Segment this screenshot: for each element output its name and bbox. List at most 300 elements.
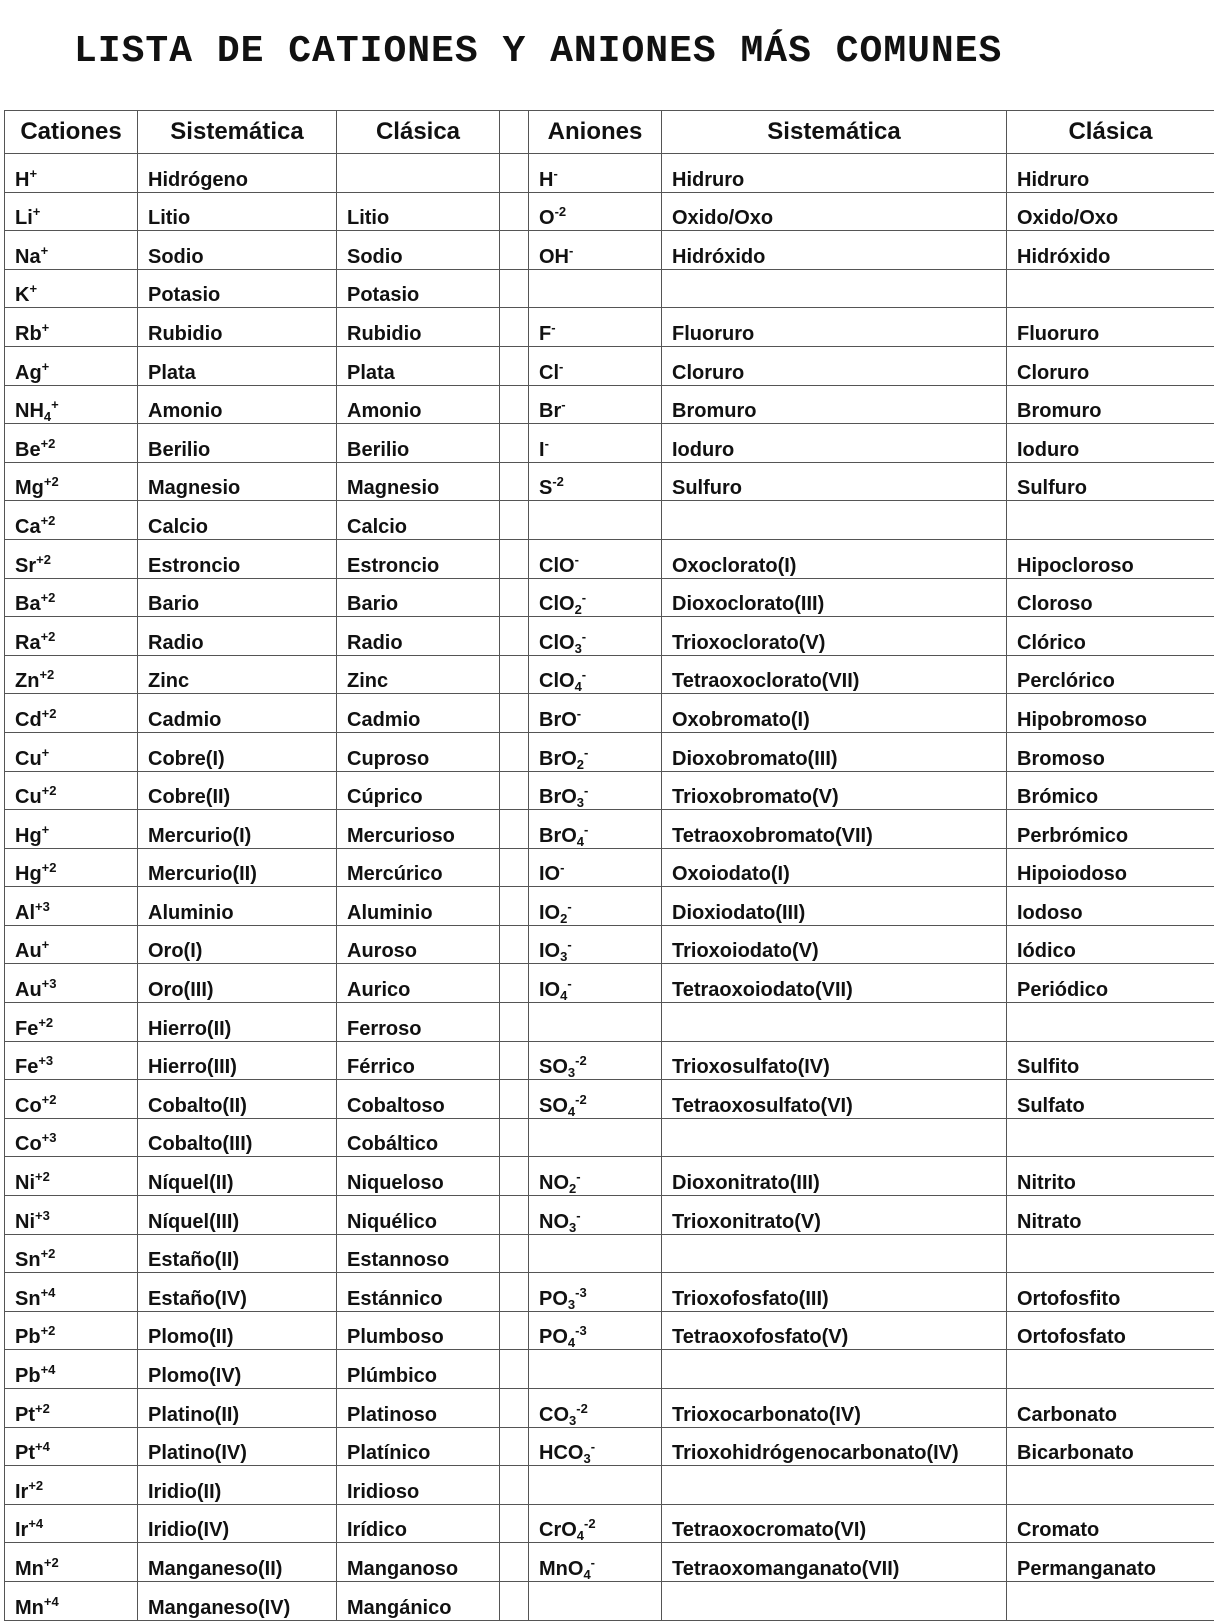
cation-formula xyxy=(5,1041,138,1080)
cation-sistematica: Zinc xyxy=(138,655,337,694)
anion-formula xyxy=(529,1041,662,1080)
anion-formula-charge: - xyxy=(567,899,571,914)
cation-formula-symbol: Fe xyxy=(15,1018,38,1040)
anion-clasica: Sulfuro xyxy=(1007,462,1214,501)
column-gap xyxy=(500,771,529,810)
cation-formula-symbol: Ir xyxy=(15,1481,28,1503)
cation-clasica: Amonio xyxy=(337,385,500,424)
cation-formula-charge: +2 xyxy=(36,552,51,567)
ions-table xyxy=(4,110,1214,1621)
header-aniones: Aniones xyxy=(529,111,662,154)
column-gap xyxy=(500,1350,529,1389)
cation-formula-charge: +2 xyxy=(44,1555,59,1570)
table-row xyxy=(5,925,1214,964)
anion-clasica xyxy=(1007,1118,1214,1157)
column-gap xyxy=(500,1041,529,1080)
anion-sistematica xyxy=(662,1118,1007,1157)
anion-formula-symbol: BrO xyxy=(539,825,577,847)
anion-clasica: Perclórico xyxy=(1007,655,1214,694)
anion-sistematica: Trioxobromato(V) xyxy=(662,771,1007,810)
cation-formula xyxy=(5,501,138,540)
cation-sistematica: Hierro(III) xyxy=(138,1041,337,1080)
cation-clasica: Cobaltoso xyxy=(337,1080,500,1119)
anion-formula xyxy=(529,231,662,270)
anion-formula-charge: - xyxy=(582,590,586,605)
cation-formula xyxy=(5,655,138,694)
cation-sistematica: Magnesio xyxy=(138,462,337,501)
anion-clasica: Sulfato xyxy=(1007,1080,1214,1119)
anion-clasica: Hipoiodoso xyxy=(1007,848,1214,887)
cation-formula xyxy=(5,462,138,501)
cation-sistematica: Calcio xyxy=(138,501,337,540)
cation-formula xyxy=(5,1504,138,1543)
anion-formula-symbol: CO xyxy=(539,1404,569,1426)
anion-sistematica: Oxoiodato(I) xyxy=(662,848,1007,887)
anion-formula xyxy=(529,1504,662,1543)
cation-formula-symbol: Pb xyxy=(15,1326,41,1348)
anion-formula-symbol: NO xyxy=(539,1211,569,1233)
cation-formula xyxy=(5,1273,138,1312)
cation-clasica: Potasio xyxy=(337,269,500,308)
anion-sistematica: Trioxofosfato(III) xyxy=(662,1273,1007,1312)
cation-sistematica: Iridio(IV) xyxy=(138,1504,337,1543)
anion-sistematica xyxy=(662,501,1007,540)
cation-formula-symbol: Ca xyxy=(15,516,41,538)
anion-sistematica: Oxoclorato(I) xyxy=(662,539,1007,578)
column-gap xyxy=(500,424,529,463)
table-row xyxy=(5,424,1214,463)
table-row xyxy=(5,1234,1214,1273)
column-gap xyxy=(500,617,529,656)
column-gap xyxy=(500,346,529,385)
anion-formula xyxy=(529,1581,662,1620)
cation-formula-symbol: Au xyxy=(15,979,42,1001)
cation-formula-charge: +2 xyxy=(41,513,56,528)
cation-sistematica: Manganeso(II) xyxy=(138,1543,337,1582)
cation-sistematica: Mercurio(I) xyxy=(138,810,337,849)
anion-formula-charge: -2 xyxy=(575,1092,587,1107)
header-cationes: Cationes xyxy=(5,111,138,154)
cation-formula xyxy=(5,1350,138,1389)
anion-sistematica: Hidróxido xyxy=(662,231,1007,270)
cation-formula-charge: +2 xyxy=(42,860,57,875)
cation-sistematica: Platino(II) xyxy=(138,1389,337,1428)
anion-sistematica: Ioduro xyxy=(662,424,1007,463)
anion-formula-charge: - xyxy=(567,976,571,991)
anion-clasica: Perbrómico xyxy=(1007,810,1214,849)
cation-clasica: Mercúrico xyxy=(337,848,500,887)
cation-clasica: Niquélico xyxy=(337,1196,500,1235)
cation-formula xyxy=(5,810,138,849)
anion-formula-charge: - xyxy=(582,667,586,682)
cation-formula-charge: +3 xyxy=(42,1130,57,1145)
anion-formula xyxy=(529,1196,662,1235)
anion-sistematica xyxy=(662,1466,1007,1505)
table-row xyxy=(5,1196,1214,1235)
cation-formula xyxy=(5,617,138,656)
cation-formula xyxy=(5,578,138,617)
cation-clasica: Platinoso xyxy=(337,1389,500,1428)
anion-formula-symbol: ClO xyxy=(539,670,575,692)
anion-formula-subscript: 3 xyxy=(569,1413,576,1428)
anion-sistematica xyxy=(662,269,1007,308)
column-gap xyxy=(500,810,529,849)
cation-sistematica: Oro(III) xyxy=(138,964,337,1003)
cation-formula-symbol: Ag xyxy=(15,362,42,384)
cation-formula-charge: +2 xyxy=(42,1092,57,1107)
column-gap xyxy=(500,308,529,347)
cation-clasica: Platínico xyxy=(337,1427,500,1466)
anion-sistematica: Oxobromato(I) xyxy=(662,694,1007,733)
cation-clasica: Ferroso xyxy=(337,1003,500,1042)
column-gap xyxy=(500,887,529,926)
cation-formula-charge: +2 xyxy=(44,474,59,489)
table-row xyxy=(5,1427,1214,1466)
column-gap xyxy=(500,1273,529,1312)
anion-formula-subscript: 3 xyxy=(568,1065,575,1080)
anion-sistematica: Fluoruro xyxy=(662,308,1007,347)
table-row xyxy=(5,1581,1214,1620)
cation-sistematica: Berilio xyxy=(138,424,337,463)
anion-formula xyxy=(529,925,662,964)
anion-formula-subscript: 4 xyxy=(568,1335,575,1350)
anion-formula xyxy=(529,462,662,501)
cation-formula xyxy=(5,424,138,463)
cation-sistematica: Hidrógeno xyxy=(138,154,337,193)
table-row xyxy=(5,810,1214,849)
cation-formula xyxy=(5,1427,138,1466)
cation-clasica: Aurico xyxy=(337,964,500,1003)
header-clasica-cationes: Clásica xyxy=(337,111,500,154)
anion-formula xyxy=(529,1234,662,1273)
cation-formula-charge: +2 xyxy=(42,783,57,798)
column-gap xyxy=(500,1118,529,1157)
column-gap xyxy=(500,1504,529,1543)
cation-sistematica: Litio xyxy=(138,192,337,231)
cation-clasica: Férrico xyxy=(337,1041,500,1080)
cation-formula-symbol: Na xyxy=(15,246,41,268)
cation-formula-symbol: Ir xyxy=(15,1519,28,1541)
cation-sistematica: Hierro(II) xyxy=(138,1003,337,1042)
cation-formula xyxy=(5,385,138,424)
anion-formula-symbol: SO xyxy=(539,1056,568,1078)
anion-formula-charge: - xyxy=(559,359,563,374)
cation-clasica: Estannoso xyxy=(337,1234,500,1273)
cation-formula xyxy=(5,1196,138,1235)
anion-clasica: Nitrato xyxy=(1007,1196,1214,1235)
table-row xyxy=(5,964,1214,1003)
anion-formula-charge: - xyxy=(569,243,573,258)
table-row xyxy=(5,1273,1214,1312)
anion-formula xyxy=(529,655,662,694)
cation-formula xyxy=(5,925,138,964)
table-row xyxy=(5,1543,1214,1582)
anion-sistematica xyxy=(662,1003,1007,1042)
anion-formula-subscript: 4 xyxy=(560,988,567,1003)
cation-clasica: Plata xyxy=(337,346,500,385)
cation-formula-symbol: Zn xyxy=(15,670,39,692)
anion-formula-charge: -2 xyxy=(575,1053,587,1068)
anion-formula-charge: -2 xyxy=(584,1516,596,1531)
anion-formula-charge: - xyxy=(584,783,588,798)
cation-formula-symbol: Hg xyxy=(15,863,42,885)
anion-sistematica: Tetraoxocromato(VI) xyxy=(662,1504,1007,1543)
cation-formula xyxy=(5,732,138,771)
cation-formula xyxy=(5,346,138,385)
anion-formula-subscript: 2 xyxy=(569,1181,576,1196)
anion-clasica: Ioduro xyxy=(1007,424,1214,463)
cation-sistematica: Estaño(II) xyxy=(138,1234,337,1273)
cation-formula-charge: +2 xyxy=(41,436,56,451)
table-row xyxy=(5,1350,1214,1389)
table-row xyxy=(5,308,1214,347)
cation-sistematica: Plata xyxy=(138,346,337,385)
cation-clasica: Mangánico xyxy=(337,1581,500,1620)
anion-formula xyxy=(529,385,662,424)
table-row xyxy=(5,771,1214,810)
cation-clasica: Estroncio xyxy=(337,539,500,578)
cation-sistematica: Platino(IV) xyxy=(138,1427,337,1466)
anion-formula-symbol: Cl xyxy=(539,362,559,384)
cation-formula-charge: +2 xyxy=(35,1169,50,1184)
column-gap xyxy=(500,732,529,771)
cation-formula-symbol: Mn xyxy=(15,1597,44,1619)
column-gap xyxy=(500,1427,529,1466)
cation-formula-charge: +2 xyxy=(38,1015,53,1030)
cation-formula-charge: +2 xyxy=(28,1478,43,1493)
cation-formula-charge: +4 xyxy=(41,1285,56,1300)
page-title: LISTA DE CATIONES Y ANIONES MÁS COMUNES xyxy=(74,30,1002,73)
anion-sistematica: Tetraoxoclorato(VII) xyxy=(662,655,1007,694)
anion-formula xyxy=(529,269,662,308)
anion-clasica: Nitrito xyxy=(1007,1157,1214,1196)
cation-clasica: Iridioso xyxy=(337,1466,500,1505)
anion-formula-symbol: IO xyxy=(539,902,560,924)
anion-sistematica: Trioxocarbonato(IV) xyxy=(662,1389,1007,1428)
anion-clasica xyxy=(1007,1234,1214,1273)
column-gap xyxy=(500,1003,529,1042)
anion-formula xyxy=(529,1311,662,1350)
anion-clasica: Cloruro xyxy=(1007,346,1214,385)
cation-clasica xyxy=(337,154,500,193)
cation-formula-symbol: Mg xyxy=(15,477,44,499)
cation-sistematica: Aluminio xyxy=(138,887,337,926)
header-sistematica-aniones: Sistemática xyxy=(662,111,1007,154)
cation-clasica: Berilio xyxy=(337,424,500,463)
cation-formula xyxy=(5,1389,138,1428)
anion-clasica: Periódico xyxy=(1007,964,1214,1003)
anion-formula-charge: -2 xyxy=(576,1401,588,1416)
anion-formula-charge: - xyxy=(560,860,564,875)
anion-sistematica: Tetraoxofosfato(V) xyxy=(662,1311,1007,1350)
cation-formula-symbol: Fe xyxy=(15,1056,38,1078)
cation-sistematica: Cobalto(II) xyxy=(138,1080,337,1119)
table-row xyxy=(5,231,1214,270)
anion-sistematica xyxy=(662,1581,1007,1620)
column-gap xyxy=(500,1196,529,1235)
anion-formula-charge: - xyxy=(551,320,555,335)
cation-clasica: Plumboso xyxy=(337,1311,500,1350)
anion-formula xyxy=(529,308,662,347)
table-row xyxy=(5,1311,1214,1350)
anion-sistematica xyxy=(662,1350,1007,1389)
cation-formula-charge: +2 xyxy=(41,629,56,644)
table-row xyxy=(5,462,1214,501)
table-row xyxy=(5,385,1214,424)
anion-formula-symbol: BrO xyxy=(539,786,577,808)
column-gap xyxy=(500,1157,529,1196)
anion-formula xyxy=(529,192,662,231)
cation-clasica: Cobáltico xyxy=(337,1118,500,1157)
cation-formula-symbol: Co xyxy=(15,1133,42,1155)
anion-formula-charge: -2 xyxy=(555,204,567,219)
anion-formula-symbol: SO xyxy=(539,1095,568,1117)
header-clasica-aniones: Clásica xyxy=(1007,111,1214,154)
anion-formula-subscript: 4 xyxy=(568,1104,575,1119)
anion-clasica: Bromoso xyxy=(1007,732,1214,771)
anion-clasica: Cloroso xyxy=(1007,578,1214,617)
cation-formula-symbol: Sn xyxy=(15,1249,41,1271)
anion-formula-subscript: 4 xyxy=(575,679,582,694)
cation-formula-symbol: Au xyxy=(15,940,42,962)
cation-formula-charge: + xyxy=(42,937,50,952)
table-row xyxy=(5,1504,1214,1543)
column-gap xyxy=(500,154,529,193)
column-gap xyxy=(500,269,529,308)
anion-formula-symbol: CrO xyxy=(539,1519,577,1541)
anion-sistematica: Sulfuro xyxy=(662,462,1007,501)
cation-formula xyxy=(5,1234,138,1273)
cation-formula-symbol: Ra xyxy=(15,632,41,654)
anion-formula-symbol: H xyxy=(539,169,553,191)
cation-sistematica: Níquel(II) xyxy=(138,1157,337,1196)
column-gap xyxy=(500,964,529,1003)
anion-formula-symbol: IO xyxy=(539,979,560,1001)
cation-formula xyxy=(5,694,138,733)
anion-clasica xyxy=(1007,1466,1214,1505)
cation-formula-symbol: Pt xyxy=(15,1442,35,1464)
anion-formula xyxy=(529,1080,662,1119)
cation-clasica: Auroso xyxy=(337,925,500,964)
table-row xyxy=(5,1157,1214,1196)
anion-sistematica: Trioxoclorato(V) xyxy=(662,617,1007,656)
cation-formula-symbol: Ni xyxy=(15,1172,35,1194)
cation-clasica: Irídico xyxy=(337,1504,500,1543)
column-gap xyxy=(500,694,529,733)
cation-formula-symbol: Hg xyxy=(15,825,42,847)
column-gap xyxy=(500,192,529,231)
cation-clasica: Estánnico xyxy=(337,1273,500,1312)
anion-formula xyxy=(529,501,662,540)
cation-formula-charge: + xyxy=(41,243,49,258)
cation-formula-symbol: Sn xyxy=(15,1288,41,1310)
cation-formula-symbol: Co xyxy=(15,1095,42,1117)
cation-formula xyxy=(5,1157,138,1196)
cation-clasica: Cuproso xyxy=(337,732,500,771)
anion-formula-symbol: ClO xyxy=(539,555,575,577)
cation-sistematica: Manganeso(IV) xyxy=(138,1581,337,1620)
cation-formula xyxy=(5,231,138,270)
cation-formula-symbol: Cu xyxy=(15,748,42,770)
column-gap xyxy=(500,501,529,540)
anion-formula xyxy=(529,1466,662,1505)
anion-clasica: Oxido/Oxo xyxy=(1007,192,1214,231)
cation-formula-charge: +3 xyxy=(38,1053,53,1068)
cation-formula-symbol: NH xyxy=(15,400,44,422)
cation-formula-charge: +4 xyxy=(44,1594,59,1609)
table-row xyxy=(5,154,1214,193)
column-gap xyxy=(500,578,529,617)
anion-sistematica: Trioxosulfato(IV) xyxy=(662,1041,1007,1080)
anion-formula xyxy=(529,1543,662,1582)
anion-formula-symbol: HCO xyxy=(539,1442,583,1464)
anion-formula-charge: - xyxy=(577,706,581,721)
cation-formula-charge: +3 xyxy=(35,899,50,914)
table-row xyxy=(5,539,1214,578)
anion-sistematica: Cloruro xyxy=(662,346,1007,385)
anion-sistematica: Dioxiodato(III) xyxy=(662,887,1007,926)
column-gap xyxy=(500,655,529,694)
column-gap xyxy=(500,111,529,154)
cation-formula xyxy=(5,539,138,578)
anion-formula-charge: - xyxy=(591,1439,595,1454)
anion-formula-symbol: NO xyxy=(539,1172,569,1194)
anion-formula xyxy=(529,424,662,463)
cation-formula-charge: + xyxy=(33,204,41,219)
anion-sistematica: Tetraoxobromato(VII) xyxy=(662,810,1007,849)
anion-formula-symbol: PO xyxy=(539,1326,568,1348)
anion-formula-charge: - xyxy=(576,1208,580,1223)
cation-sistematica: Cobre(II) xyxy=(138,771,337,810)
table-row xyxy=(5,617,1214,656)
cation-formula-charge: +2 xyxy=(41,590,56,605)
anion-formula-symbol: F xyxy=(539,323,551,345)
anion-formula xyxy=(529,1350,662,1389)
anion-clasica: Sulfito xyxy=(1007,1041,1214,1080)
cation-formula-charge: +3 xyxy=(42,976,57,991)
anion-formula-subscript: 4 xyxy=(577,1528,584,1543)
cation-formula-symbol: K xyxy=(15,284,29,306)
column-gap xyxy=(500,231,529,270)
anion-clasica: Cromato xyxy=(1007,1504,1214,1543)
anion-formula-charge: -2 xyxy=(552,474,564,489)
cation-formula xyxy=(5,154,138,193)
cation-clasica: Sodio xyxy=(337,231,500,270)
anion-formula xyxy=(529,771,662,810)
anion-clasica xyxy=(1007,269,1214,308)
cation-formula xyxy=(5,964,138,1003)
anion-clasica: Hidróxido xyxy=(1007,231,1214,270)
anion-formula xyxy=(529,1427,662,1466)
column-gap xyxy=(500,1234,529,1273)
table-row xyxy=(5,346,1214,385)
cation-sistematica: Cobalto(III) xyxy=(138,1118,337,1157)
cation-sistematica: Radio xyxy=(138,617,337,656)
column-gap xyxy=(500,1311,529,1350)
cation-clasica: Zinc xyxy=(337,655,500,694)
column-gap xyxy=(500,385,529,424)
cation-formula-charge: + xyxy=(29,166,37,181)
anion-formula xyxy=(529,694,662,733)
anion-formula-subscript: 2 xyxy=(577,757,584,772)
cation-formula-symbol: Li xyxy=(15,207,33,229)
anion-formula-symbol: BrO xyxy=(539,709,577,731)
anion-formula-symbol: ClO xyxy=(539,632,575,654)
header-sistematica-cationes: Sistemática xyxy=(138,111,337,154)
anion-clasica: Ortofosfato xyxy=(1007,1311,1214,1350)
table-row xyxy=(5,269,1214,308)
cation-sistematica: Cadmio xyxy=(138,694,337,733)
